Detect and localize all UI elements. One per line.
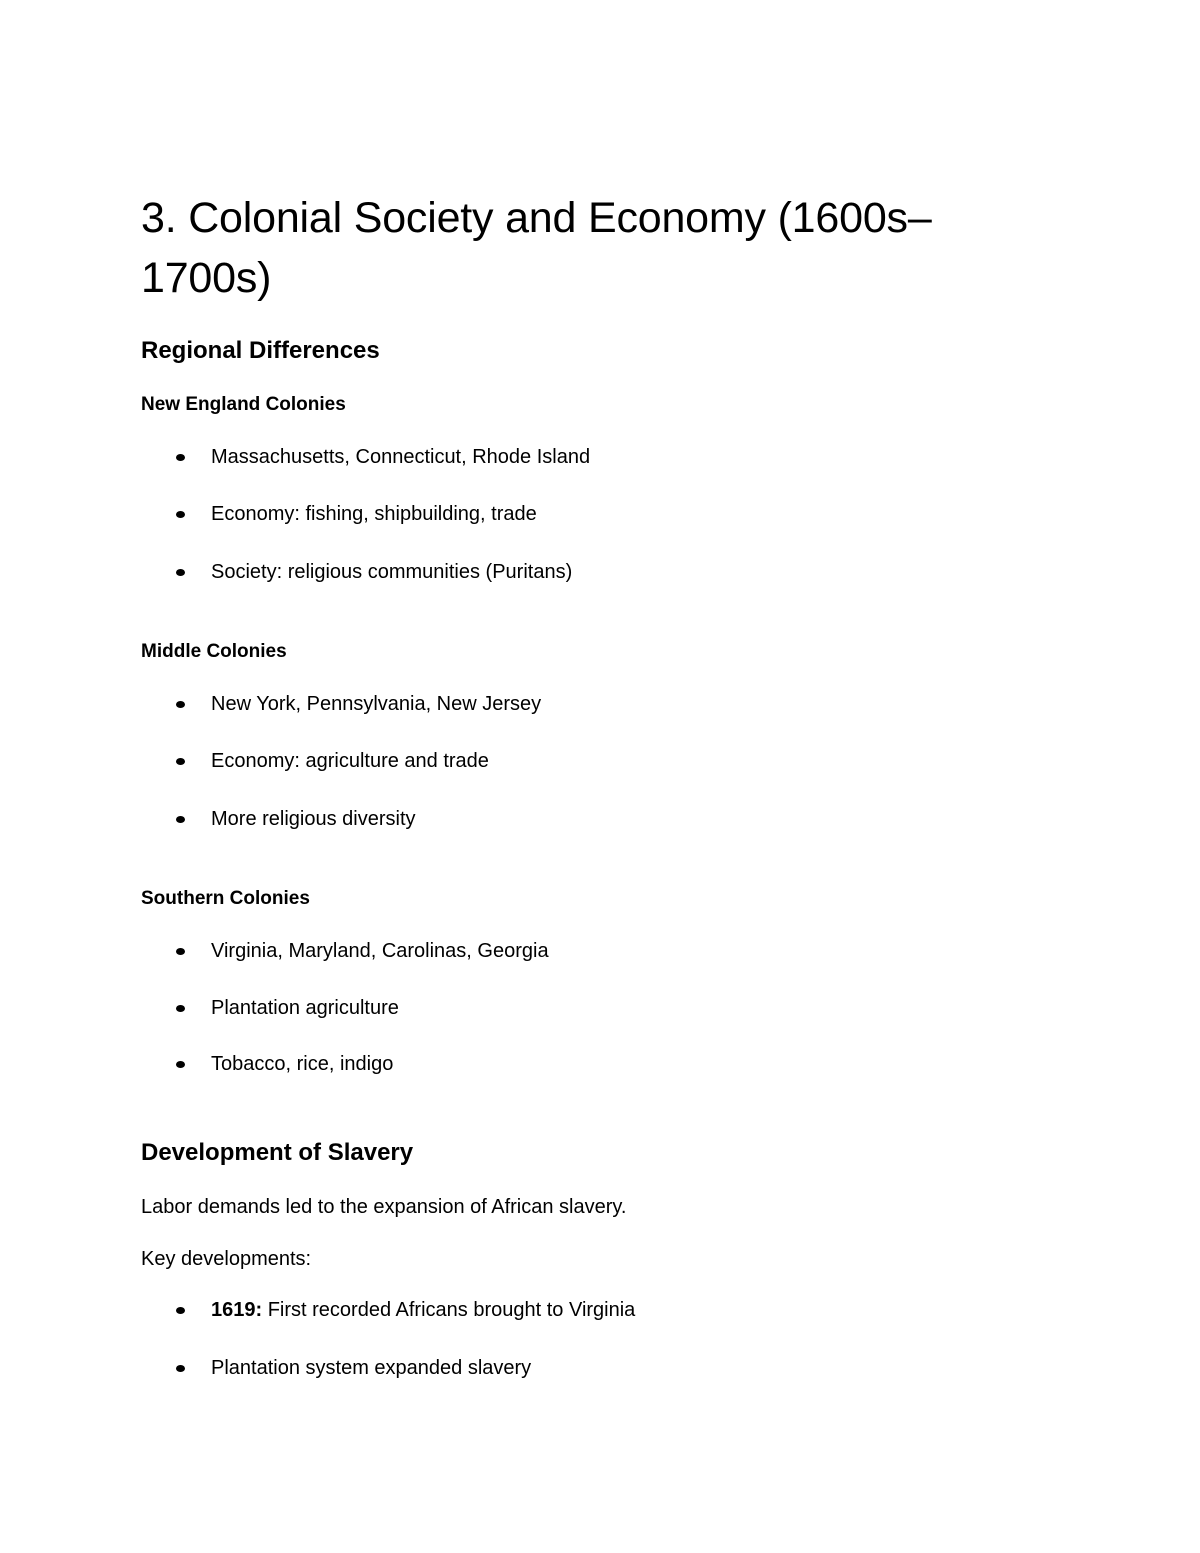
list-item-text: Plantation agriculture bbox=[211, 997, 399, 1019]
heading-development-of-slavery: Development of Slavery bbox=[141, 1139, 414, 1166]
list-item bbox=[176, 1355, 976, 1381]
paragraph-key-label: Key developments: bbox=[141, 1248, 312, 1270]
list-item-text: Economy: agriculture and trade bbox=[211, 750, 489, 772]
bullet-icon bbox=[176, 816, 185, 823]
list-item bbox=[176, 691, 976, 717]
list-item bbox=[176, 1297, 976, 1323]
list-item bbox=[176, 995, 976, 1021]
paragraph-intro: Labor demands led to the expansion of African slavery. bbox=[141, 1196, 627, 1218]
list-item bbox=[176, 748, 976, 774]
list-item bbox=[176, 1051, 976, 1077]
list-item-text: Massachusetts, Connecticut, Rhode Island bbox=[211, 446, 591, 468]
list-item-text: New York, Pennsylvania, New Jersey bbox=[211, 693, 542, 715]
bullet-icon bbox=[176, 1365, 185, 1372]
list-item bbox=[176, 501, 976, 527]
page-title: 3. Colonial Society and Economy (1600s–1700s) bbox=[141, 194, 932, 302]
bullet-icon bbox=[176, 948, 185, 955]
list-item-text bbox=[211, 1297, 635, 1323]
bullet-icon bbox=[176, 758, 185, 765]
bullet-icon bbox=[176, 511, 185, 518]
heading-middle-colonies: Middle Colonies bbox=[141, 641, 287, 662]
list-item-text: Virginia, Maryland, Carolinas, Georgia bbox=[211, 940, 549, 962]
bullet-icon bbox=[176, 1061, 185, 1068]
list-item bbox=[176, 559, 976, 585]
heading-new-england-colonies: New England Colonies bbox=[141, 394, 346, 415]
list-item-date: 1619: bbox=[211, 1299, 263, 1321]
list-item-text: More religious diversity bbox=[211, 808, 416, 830]
list-item-text: Tobacco, rice, indigo bbox=[211, 1053, 394, 1075]
list-item bbox=[176, 938, 976, 964]
list-item bbox=[176, 444, 976, 470]
list-item-text: Society: religious communities (Puritans) bbox=[211, 561, 573, 583]
list-item-text: Plantation system expanded slavery bbox=[211, 1357, 532, 1379]
list-item bbox=[176, 806, 976, 832]
heading-regional-differences: Regional Differences bbox=[141, 337, 380, 364]
bullet-icon bbox=[176, 1005, 185, 1012]
bullet-icon bbox=[176, 454, 185, 461]
list-item-desc: First recorded Africans brought to Virginia bbox=[262, 1299, 636, 1321]
bullet-icon bbox=[176, 569, 185, 576]
heading-southern-colonies: Southern Colonies bbox=[141, 888, 310, 909]
bullet-icon bbox=[176, 701, 185, 708]
bullet-icon bbox=[176, 1307, 185, 1314]
list-item-text: Economy: fishing, shipbuilding, trade bbox=[211, 503, 537, 525]
